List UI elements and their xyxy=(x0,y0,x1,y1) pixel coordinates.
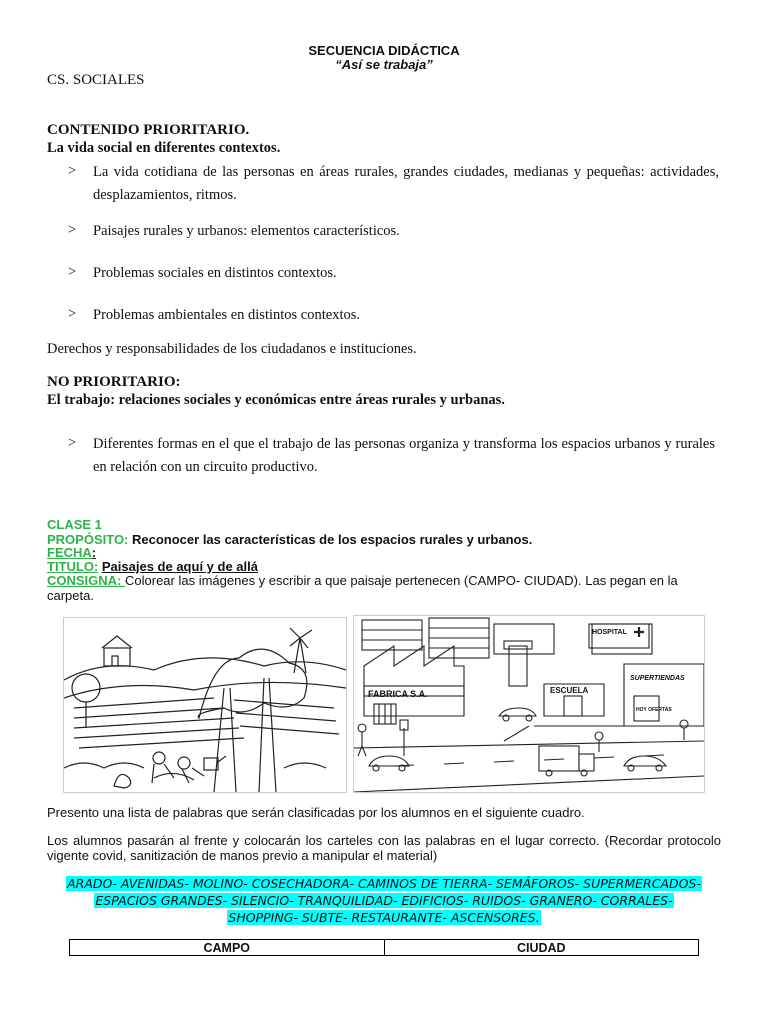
bullet-marker: > xyxy=(68,264,77,280)
fecha-colon: : xyxy=(91,545,97,560)
prioritario-bullet-3: Problemas sociales en distintos contextos. xyxy=(93,265,337,281)
clase-label: CLASE 1 xyxy=(47,517,102,532)
escuela-sign: ESCUELA xyxy=(550,686,589,695)
campo-column-header: CAMPO xyxy=(70,940,385,956)
supertiendas-sign: SUPERTIENDAS xyxy=(630,675,685,682)
bullet-marker: > xyxy=(68,222,77,238)
no-prioritario-bullet-1: Diferentes formas en el que el trabajo de las personas organiza y transforma los espacios urbanos y rurales en relación con un circuito productivo. xyxy=(93,436,715,475)
no-prioritario-subheading: El trabajo: relaciones sociales y económicas entre áreas rurales y urbanas. xyxy=(47,392,505,408)
ofertas-sign: HOY OFERTAS xyxy=(636,707,672,713)
fabrica-sign: FABRICA S.A. xyxy=(368,689,428,699)
classification-table xyxy=(69,939,699,956)
palabras-line-3-text: SHOPPING- SUBTE- RESTAURANTE- ASCENSORES. xyxy=(228,910,540,925)
proposito-text: Reconocer las características de los espacios rurales y urbanos. xyxy=(132,532,533,547)
bullet-marker: > xyxy=(68,306,77,322)
titulo-line xyxy=(47,559,258,574)
prioritario-bullet-2: Paisajes rurales y urbanos: elementos característicos. xyxy=(93,223,400,239)
fecha-label: FECHA xyxy=(47,545,92,560)
prioritario-bullet-4: Problemas ambientales en distintos contextos. xyxy=(93,307,360,323)
city-landscape-drawing xyxy=(354,616,704,792)
rural-landscape-image xyxy=(63,617,347,793)
hospital-sign: HOSPITAL xyxy=(592,629,627,636)
consigna-text: Colorear las imágenes y escribir a que paisaje pertenecen (CAMPO- CIUDAD). Las pegan en la carpeta. xyxy=(47,573,678,603)
city-landscape-image xyxy=(353,615,705,793)
no-prioritario-heading: NO PRIORITARIO: xyxy=(47,374,181,390)
derechos-text: Derechos y responsabilidades de los ciudadanos e instituciones. xyxy=(47,341,417,357)
consigna-line xyxy=(47,573,727,603)
prioritario-heading: CONTENIDO PRIORITARIO. xyxy=(47,122,250,138)
palabras-line-3 xyxy=(0,910,768,927)
prioritario-subheading: La vida social en diferentes contextos. xyxy=(47,140,281,156)
table-header-row xyxy=(70,940,699,956)
bullet-marker: > xyxy=(68,163,77,179)
bullet-marker: > xyxy=(68,435,77,451)
ciudad-column-header: CIUDAD xyxy=(384,940,699,956)
titulo-label: TITULO: xyxy=(47,559,99,574)
document-subtitle: “Así se trabaja” xyxy=(335,57,433,72)
prioritario-bullet-1: La vida cotidiana de las personas en áreas rurales, grandes ciudades, medianas y pequeñas: actividades, desplazamientos, ritmos. xyxy=(93,164,719,203)
subject-label: CS. SOCIALES xyxy=(47,72,145,88)
palabras-line-1 xyxy=(0,876,768,893)
palabras-line-1-text: ARADO- AVENIDAS- MOLINO- COSECHADORA- CAMINOS DE TIERRA- SEMÁFOROS- SUPERMERCADOS- xyxy=(67,876,701,891)
consigna-label: CONSIGNA: xyxy=(47,573,125,588)
titulo-text: Paisajes de aquí y de allá xyxy=(101,559,258,574)
palabras-line-2-text: ESPACIOS GRANDES- SILENCIO- TRANQUILIDAD- EDIFICIOS- RUIDOS- GRANERO- CORRALES- xyxy=(95,893,673,908)
alumnos-text: Los alumnos pasarán al frente y colocarán los carteles con las palabras en el lugar correcto. (Recordar protocolo vigente covid, sanitización de manos previo a manipular el material) xyxy=(47,833,721,863)
lista-text: Presento una lista de palabras que serán clasificadas por los alumnos en el siguiente cuadro. xyxy=(47,805,585,820)
proposito-line xyxy=(47,532,532,547)
rural-landscape-drawing xyxy=(64,618,346,792)
proposito-label: PROPÓSITO: xyxy=(47,532,129,547)
palabras-line-2 xyxy=(0,893,768,910)
fecha-line xyxy=(47,545,96,560)
document-title: SECUENCIA DIDÁCTICA xyxy=(308,43,460,58)
